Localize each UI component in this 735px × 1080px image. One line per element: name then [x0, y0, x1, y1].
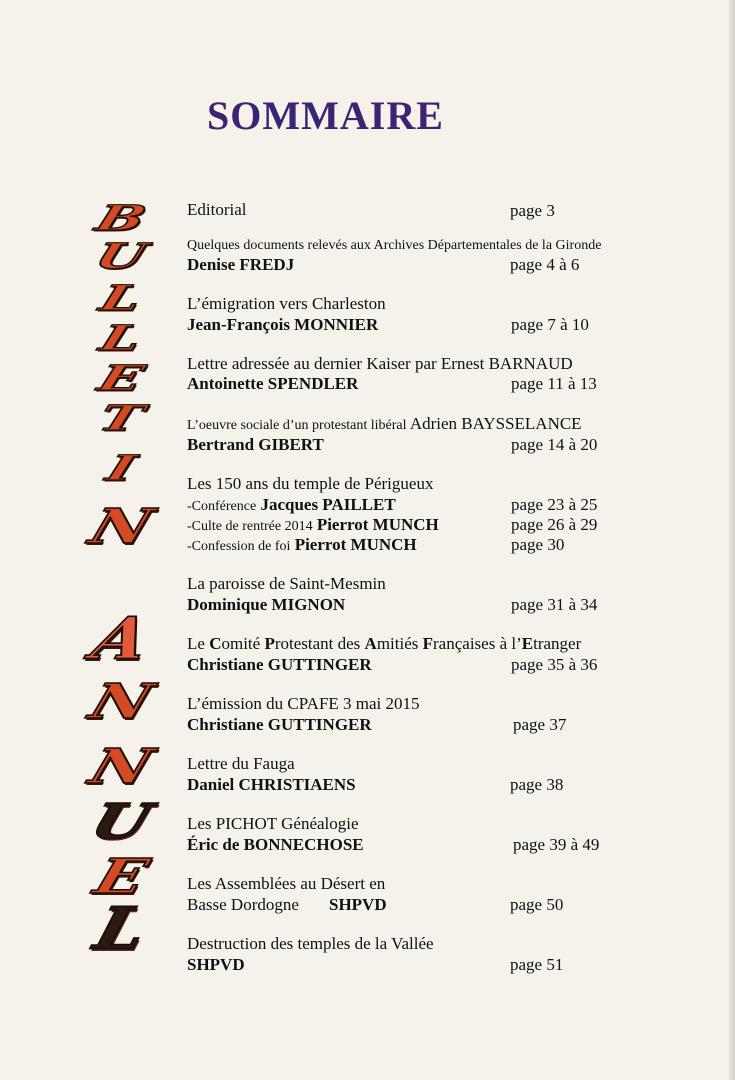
- entry-author: Denise FREDJ: [187, 255, 295, 274]
- entry-author: SHPVD: [187, 955, 245, 974]
- entry-page: page 50: [510, 895, 564, 914]
- entry-page: page 26 à 29: [511, 515, 598, 534]
- entry-page: page 30: [511, 535, 565, 554]
- vertical-letter: E: [93, 357, 149, 399]
- entry-author: Dominique MIGNON: [187, 595, 346, 614]
- entry-title: Les 150 ans du temple de Périgueux: [187, 474, 434, 493]
- entry-page: page 35 à 36: [511, 655, 598, 674]
- entry-page: page 38: [510, 775, 564, 794]
- vertical-letter: U: [89, 235, 153, 277]
- sub-entry-author: Jacques PAILLET: [260, 495, 396, 514]
- vertical-letter: I: [101, 447, 141, 489]
- entry-title-line2: Basse Dordogne: [187, 895, 299, 914]
- entry-title-part: Adrien BAYSSELANCE: [409, 414, 582, 433]
- entry-page: page 31 à 34: [511, 595, 598, 614]
- sub-entry-author: Pierrot MUNCH: [316, 515, 439, 534]
- vertical-letter: A: [84, 605, 158, 673]
- vertical-title-bulletin-annuel: [66, 190, 176, 970]
- entry-title-part: L’oeuvre sociale d’un protestant libéral: [187, 418, 407, 433]
- vertical-letter: E: [87, 848, 155, 905]
- sub-entry: [187, 495, 396, 517]
- entry-author: Bertrand GIBERT: [187, 435, 324, 454]
- entry-title: Le Comité Protestant des Amitiés Françaises à l’Etranger: [187, 634, 582, 653]
- entry-title: La paroisse de Saint-Mesmin: [187, 574, 386, 593]
- entry-page: page 37: [513, 715, 567, 734]
- entry-page: page 39 à 49: [513, 835, 600, 854]
- vertical-letter: T: [93, 397, 149, 439]
- entry-page: page 51: [510, 955, 564, 974]
- entry-page: page 23 à 25: [511, 495, 598, 514]
- vertical-letter: U: [84, 793, 159, 850]
- vertical-letter: B: [90, 197, 152, 239]
- entry-page: page 14 à 20: [511, 435, 598, 454]
- entry-title: Les PICHOT Généalogie: [187, 814, 359, 833]
- page-title: SOMMAIRE: [207, 93, 444, 138]
- vertical-letter: N: [82, 673, 160, 730]
- entry-title: Lettre du Fauga: [187, 754, 295, 773]
- entry-page: page 3: [510, 201, 555, 220]
- entry-title: L’émission du CPAFE 3 mai 2015: [187, 694, 420, 713]
- sub-entry-prefix: -Culte de rentrée 2014: [187, 519, 313, 534]
- vertical-letter: L: [94, 277, 148, 319]
- entry-author: Christiane GUTTINGER: [187, 655, 372, 674]
- entry-title: Lettre adressée au dernier Kaiser par Ernest BARNAUD: [187, 354, 573, 373]
- entry-author: Jean-François MONNIER: [187, 315, 379, 334]
- vertical-letter: N: [82, 498, 160, 555]
- entry-author: Daniel CHRISTIAENS: [187, 775, 356, 794]
- entry-title: Destruction des temples de la Vallée: [187, 934, 434, 953]
- entry-title: [187, 414, 582, 436]
- sub-entry-prefix: -Confession de foi: [187, 539, 291, 554]
- page-edge: [729, 0, 735, 1080]
- entry-page: page 4 à 6: [510, 255, 580, 274]
- vertical-letter: L: [94, 317, 148, 359]
- entry-title: Editorial: [187, 200, 247, 219]
- entry-author: Antoinette SPENDLER: [187, 374, 359, 393]
- sub-entry-author: Pierrot MUNCH: [294, 535, 417, 554]
- entry-title: Les Assemblées au Désert en: [187, 874, 386, 893]
- sub-entry: [187, 535, 417, 557]
- vertical-letter: L: [87, 895, 155, 963]
- entry-author: SHPVD: [329, 895, 387, 914]
- entry-author: Éric de BONNECHOSE: [187, 835, 364, 854]
- sub-entry: [187, 515, 439, 537]
- vertical-letter: N: [82, 738, 160, 795]
- entry-title: Quelques documents relevés aux Archives Départementales de la Gironde: [187, 238, 602, 253]
- entry-page: page 11 à 13: [511, 374, 597, 393]
- entry-title: L’émigration vers Charleston: [187, 294, 386, 313]
- entry-page: page 7 à 10: [511, 315, 589, 334]
- entry-author: Christiane GUTTINGER: [187, 715, 372, 734]
- sub-entry-prefix: -Conférence: [187, 499, 257, 514]
